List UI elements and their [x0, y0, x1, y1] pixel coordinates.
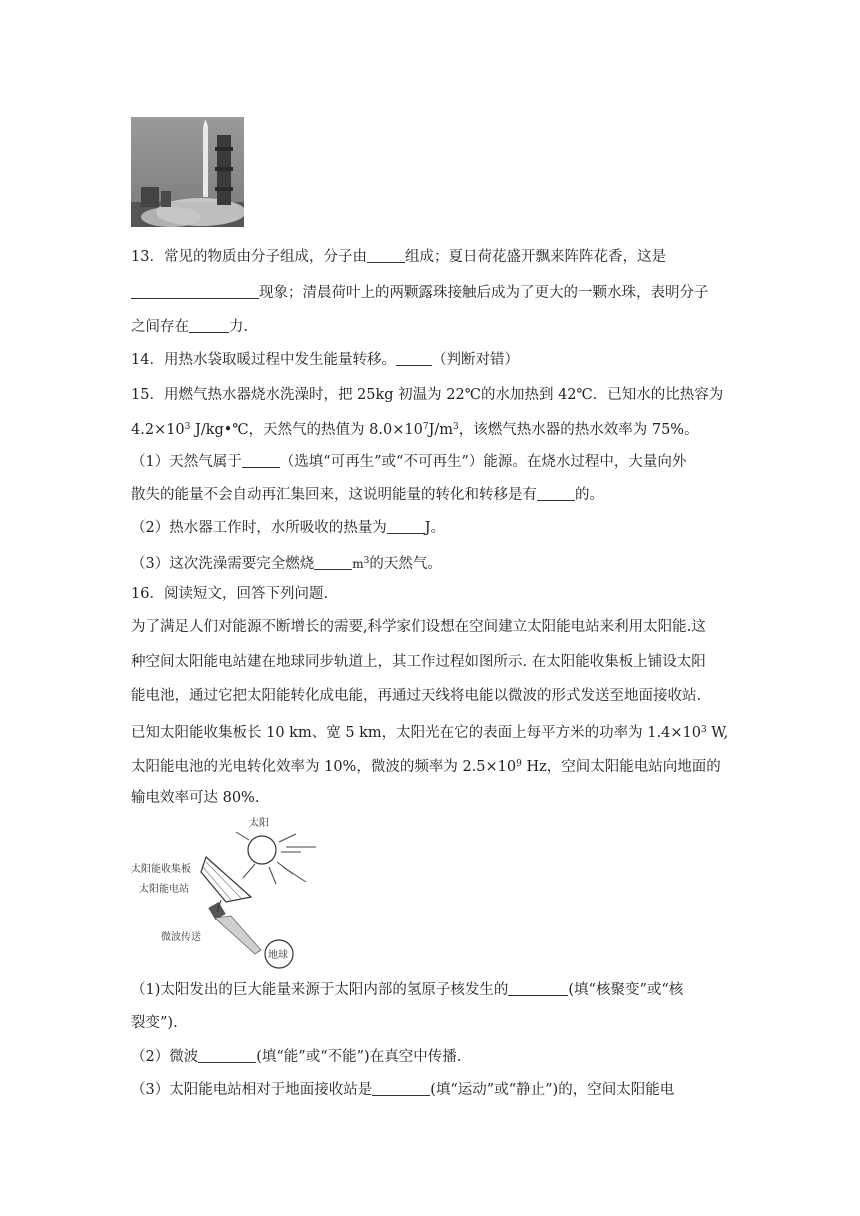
- q16-text: （3）太阳能电站相对于地面接收站是: [131, 1082, 373, 1098]
- q14-line: [131, 350, 519, 370]
- q16-text-line: 输电效率可达 80%.: [131, 790, 260, 806]
- q15-part2: [131, 518, 445, 538]
- answer-blank[interactable]: [189, 318, 229, 333]
- q15-text: 4.2×10: [131, 422, 185, 438]
- exponent: 3: [184, 422, 191, 432]
- exponent: 9: [516, 759, 522, 769]
- q15-text: J。: [424, 520, 446, 536]
- q15-text: J/kg•℃，天然气的热值为 8.0×10: [190, 422, 423, 438]
- q16-text-line: 种空间太阳能电站建在地球同步轨道上，其工作过程如图所示. 在太阳能收集板上铺设太阳: [131, 654, 706, 670]
- answer-blank[interactable]: [367, 248, 405, 263]
- label-earth: 地球: [268, 950, 288, 961]
- q16-text: W,: [706, 725, 729, 741]
- q16-text: （2）微波: [131, 1049, 199, 1065]
- q16-sub1-line2: 裂变”).: [131, 1015, 178, 1031]
- answer-blank[interactable]: [537, 486, 575, 501]
- q15-text: ，该燃气热水器的热水效率为 75%。: [458, 422, 699, 438]
- q15-part3: [131, 551, 442, 574]
- answer-blank[interactable]: [387, 519, 425, 534]
- q16-text: 太阳能电池的光电转化效率为 10%，微波的频率为 2.5×10: [131, 759, 517, 775]
- q13-line1: [131, 247, 666, 267]
- q16-text-line: 为了满足人们对能源不断增长的需要,科学家们设想在空间建立太阳能电站来利用太阳能.这: [131, 619, 706, 635]
- sun-icon: [248, 836, 276, 864]
- exponent: 3: [700, 725, 707, 735]
- q16-text-line: 能电池，通过它把太阳能转化成电能，再通过天线将电能以微波的形式发送至地面接收站.: [131, 688, 702, 704]
- q15-text: 的。: [575, 487, 604, 503]
- answer-blank[interactable]: [372, 1081, 430, 1096]
- q16-text: 已知太阳能收集板长 10 km、宽 5 km，太阳光在它的表面上每平方米的功率为 1.4×10: [131, 725, 701, 741]
- q16-sub2: [131, 1047, 461, 1067]
- q16-text-line: [131, 754, 721, 777]
- q15-text: 的天然气。: [369, 556, 442, 572]
- answer-blank[interactable]: [314, 555, 352, 570]
- exponent: 3: [363, 556, 370, 566]
- q15-part1-line2: [131, 485, 604, 505]
- q16-text: (填“能”或“不能”)在真空中传播.: [256, 1049, 462, 1065]
- q16-text: (填“核聚变”或“核: [568, 982, 684, 998]
- unit: m: [352, 557, 364, 571]
- q14-text: （判断对错）: [431, 352, 519, 368]
- solar-power-station-diagram: [131, 812, 331, 972]
- q16-text: （1)太阳发出的巨大能量来源于太阳内部的氢原子核发生的: [131, 982, 509, 998]
- sun-rays: [236, 832, 316, 884]
- label-panel: 太阳能收集板: [131, 864, 191, 875]
- q16-text: Hz，空间太阳能电站向地面的: [521, 759, 721, 775]
- label-microwave: 微波传送: [161, 932, 201, 943]
- exponent: 7: [422, 422, 429, 432]
- answer-blank[interactable]: [396, 351, 432, 366]
- q15-line2: [131, 417, 699, 440]
- q13-line3: [131, 317, 248, 337]
- q13-text: 力.: [229, 319, 249, 335]
- microwave-beam-icon: [215, 916, 261, 954]
- collector-panel-icon: [201, 857, 251, 902]
- q13-text: 现象；清晨荷叶上的两颗露珠接触后成为了更大的一颗水珠，表明分子: [259, 285, 709, 301]
- q16-title: 16．阅读短文，回答下列问题.: [131, 586, 329, 602]
- q13-text: 13．常见的物质由分子组成，分子由: [131, 249, 367, 265]
- q16-text-line: [131, 720, 728, 743]
- q15-text: （2）热水器工作时，水所吸收的热量为: [131, 520, 387, 536]
- q16-sub1-line1: [131, 980, 683, 1000]
- exponent: 3: [453, 422, 459, 432]
- label-sun: 太阳: [249, 818, 269, 829]
- q15-text: 散失的能量不会自动再汇集回来，这说明能量的转化和转移是有: [131, 487, 537, 503]
- q15-text: （1）天然气属于: [131, 454, 242, 470]
- answer-blank[interactable]: [508, 981, 568, 996]
- q14-text: 14．用热水袋取暖过程中发生能量转移。: [131, 352, 396, 368]
- q13-text: 组成；夏日荷花盛开飘来阵阵花香，这是: [404, 249, 666, 265]
- q15-text: （选填“可再生”或“不可再生”）能源。在烧水过程中，大量向外: [279, 454, 687, 470]
- q13-text: 之间存在: [131, 319, 189, 335]
- q15-text: J/m: [428, 422, 454, 438]
- q15-text: （3）这次洗澡需要完全燃烧: [131, 556, 315, 572]
- answer-blank[interactable]: [242, 453, 280, 468]
- answer-blank[interactable]: [131, 284, 259, 299]
- rocket-launch-photo: [131, 117, 244, 227]
- label-station: 太阳能电站: [139, 884, 189, 895]
- q15-line1: 15．用燃气热水器烧水洗澡时，把 25kg 初温为 22℃的水加热到 42℃．已知水的比热容为: [131, 387, 724, 403]
- q13-line2: [131, 283, 709, 303]
- q16-text: (填“运动”或“静止”)的，空间太阳能电: [430, 1082, 675, 1098]
- q16-sub3: [131, 1080, 674, 1100]
- q15-part1-line1: [131, 452, 686, 472]
- answer-blank[interactable]: [198, 1048, 256, 1063]
